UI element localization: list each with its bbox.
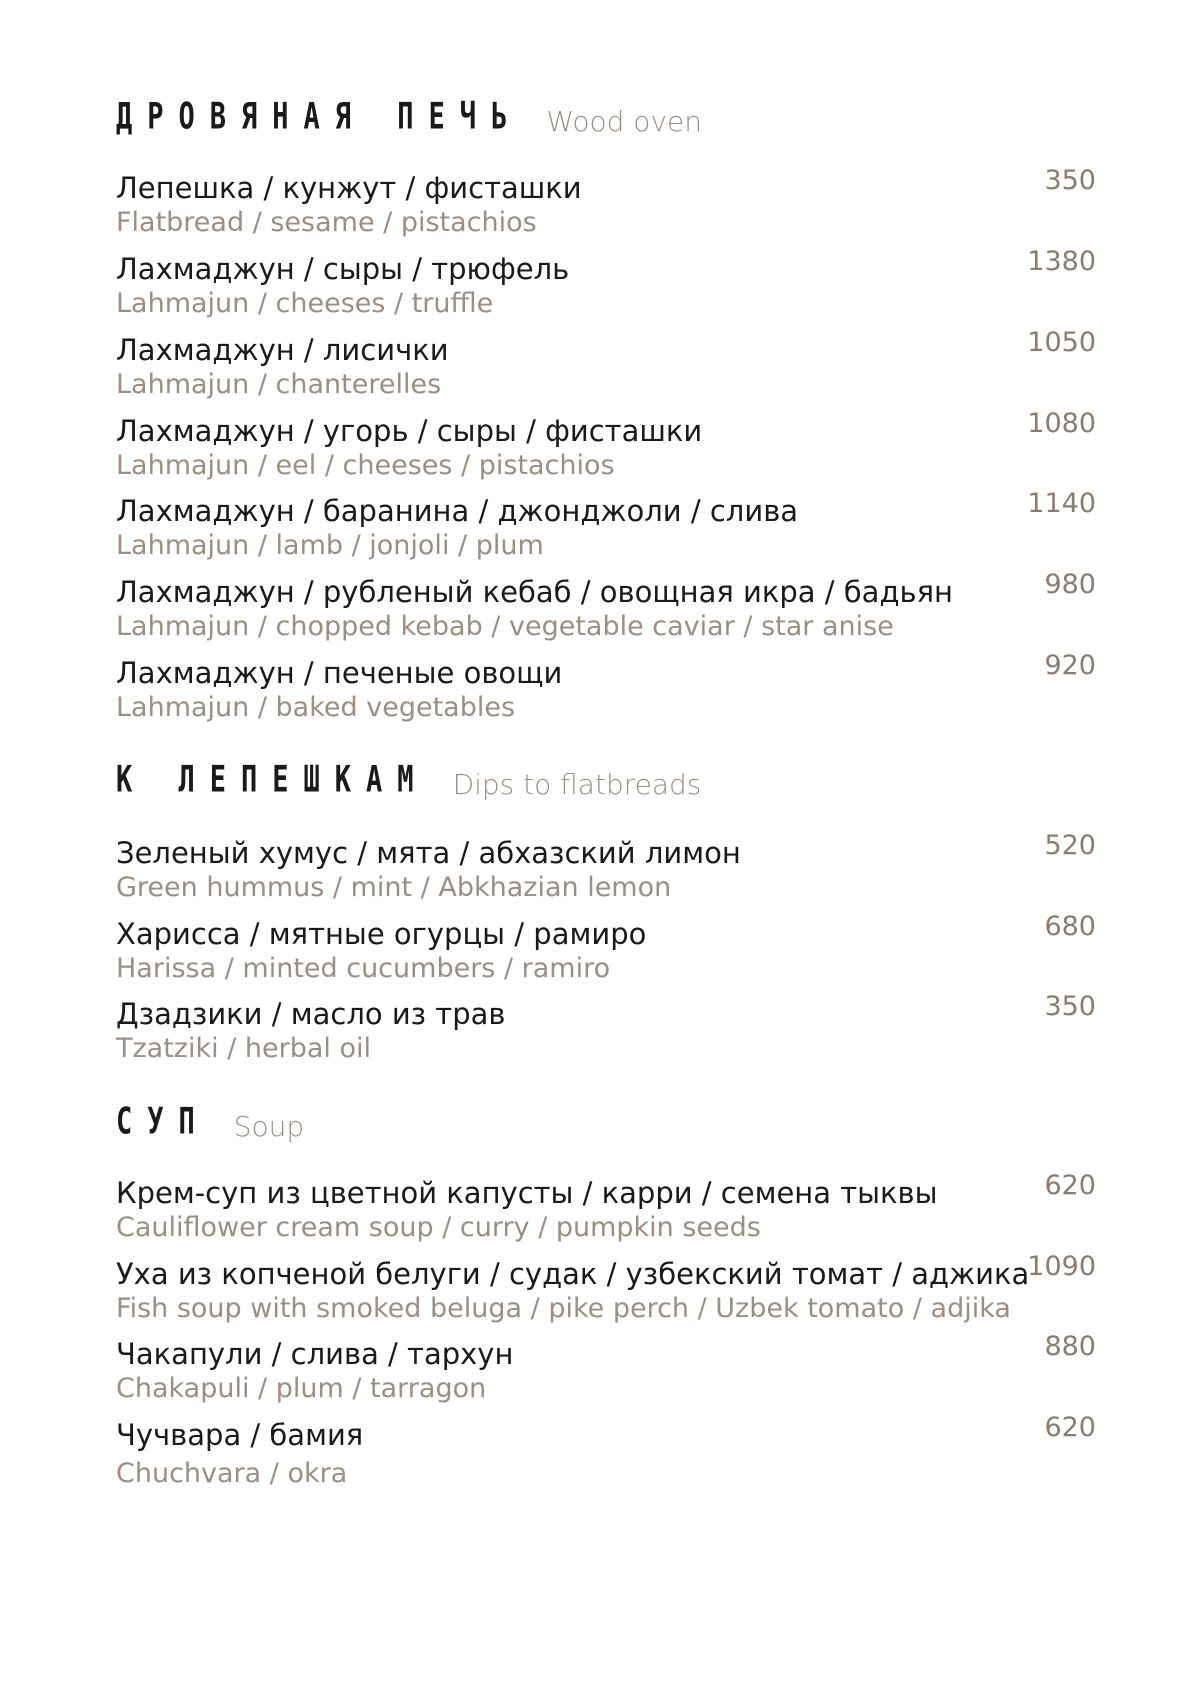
menu-item [116,327,1096,402]
item-name-ru: Чучвара / бамия [116,1418,364,1452]
item-name-ru: Лахмаджун / лисички [116,333,449,367]
item-name-ru: Лахмаджун / печеные овощи [116,656,563,690]
item-name-ru: Лахмаджун / рубленый кебаб / овощная икра / бадьян [116,575,953,609]
item-name-en: Lahmajun / eel / cheeses / pistachios [116,450,615,481]
section-title-en: Wood oven [546,105,702,138]
item-name-ru: Крем-суп из цветной капусты / карри / семена тыквы [116,1176,938,1210]
item-name-en: Lahmajun / chopped kebab / vegetable caviar / star anise [116,611,894,642]
item-name-en: Lahmajun / chanterelles [116,369,442,400]
item-name-en: Flatbread / sesame / pistachios [116,207,537,238]
section-title-ru: СУП [116,1101,210,1143]
section-title-ru: ДРОВЯНАЯ ПЕЧЬ [116,96,523,138]
item-price: 980 [1044,569,1096,600]
item-price: 1380 [1027,246,1096,277]
menu-item [116,1170,1096,1245]
section-title-soup [116,1101,305,1143]
menu-item [116,408,1096,483]
section-title-en: Dips to flatbreads [452,768,702,801]
item-name-ru: Лахмаджун / баранина / джонджоли / слива [116,494,799,528]
section-title-en: Soup [233,1110,305,1143]
item-price: 920 [1044,650,1096,681]
item-price: 620 [1044,1170,1096,1201]
item-price: 520 [1044,830,1096,861]
item-name-en: Green hummus / mint / Abkhazian lemon [116,872,672,903]
menu-item [116,488,1096,563]
item-name-en: Harissa / minted cucumbers / ramiro [116,953,611,984]
menu-item [116,1251,1096,1326]
menu-item [116,246,1096,321]
item-name-en: Tzatziki / herbal oil [116,1033,371,1064]
item-price: 880 [1044,1331,1096,1362]
item-name-en: Chakapuli / plum / tarragon [116,1373,487,1404]
section-title-dips [116,759,702,801]
menu-item [116,569,1096,644]
item-name-ru: Зеленый хумус / мята / абхазский лимон [116,836,741,870]
item-price: 350 [1044,165,1096,196]
menu-item [116,165,1096,240]
item-price: 620 [1044,1412,1096,1443]
item-name-en: Lahmajun / lamb / jonjoli / plum [116,530,544,561]
item-name-ru: Чакапули / слива / тархун [116,1337,514,1371]
item-name-en: Cauliflower cream soup / curry / pumpkin seeds [116,1212,761,1243]
item-name-ru: Уха из копченой белуги / судак / узбекский томат / аджика [116,1257,1030,1291]
item-name-ru: Харисса / мятные огурцы / рамиро [116,917,647,951]
menu-item [116,911,1096,986]
item-price: 350 [1044,991,1096,1022]
menu-item [116,991,1096,1066]
item-name-en: Lahmajun / baked vegetables [116,692,516,723]
item-name-ru: Дзадзики / масло из трав [116,997,506,1031]
item-price: 1140 [1027,488,1096,519]
item-price: 680 [1044,911,1096,942]
item-name-ru: Лепешка / кунжут / фисташки [116,171,582,205]
menu-item [116,1412,1096,1491]
section-title-ru: К ЛЕПЕШКАМ [116,759,429,801]
item-name-ru: Лахмаджун / сыры / трюфель [116,252,570,286]
item-name-en: Chuchvara / okra [116,1458,348,1489]
item-name-en: Lahmajun / cheeses / truffle [116,288,494,319]
item-name-en: Fish soup with smoked beluga / pike perch / Uzbek tomato / adjika [116,1293,1011,1324]
menu-item [116,1331,1096,1406]
item-price: 1090 [1027,1251,1096,1282]
section-title-wood-oven [116,96,702,138]
item-price: 1080 [1027,408,1096,439]
item-name-ru: Лахмаджун / угорь / сыры / фисташки [116,414,703,448]
item-price: 1050 [1027,327,1096,358]
menu-item [116,650,1096,725]
menu-item [116,830,1096,905]
